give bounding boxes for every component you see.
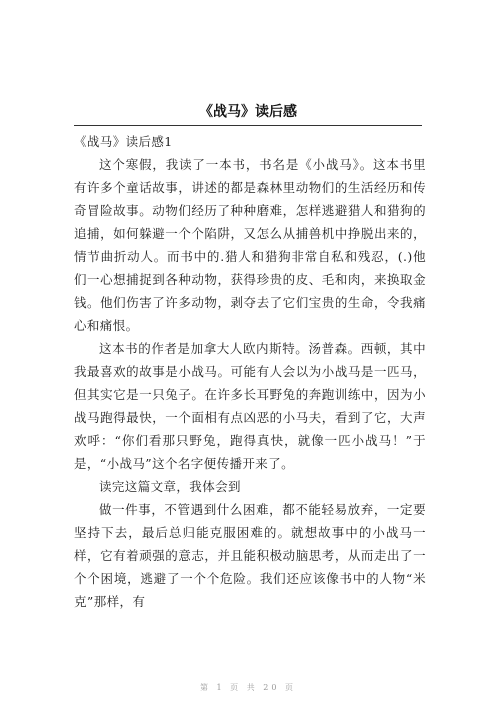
paragraph-3: 读完这篇文章，我体会到 (99, 479, 241, 494)
paragraph-2: 这本书的作者是加拿大人欧内斯特。汤普森。西顿，其中我最喜欢的故事是小战马。可能有人会以为小战马是一匹马，但其实它是一只兔子。在许多长耳野兔的奔跑训练中，因为小战马跑得最快，一个面相有点凶恶的小马夫，看到了它，大声欢呼：“你们看那只野兔，跑得真快，就像一匹小战马！”于是，“小战马”这个名字便传播开来了。 (74, 341, 426, 471)
paragraph-4: 做一件事，不管遇到什么困难，都不能轻易放弃，一定要坚持下去，最后总归能克服困难的。就想故事中的小战马一样，它有着顽强的意志，并且能积极动脑思考，从而走出了一个个困境，逃避了一个个危险。我们还应该像书中的人物“米克”那样，有 (74, 502, 426, 609)
document-body (74, 130, 426, 613)
title-divider (74, 125, 422, 126)
section-heading: 《战马》读后感1 (74, 134, 173, 149)
document-title: 《战马》读后感 (199, 104, 297, 120)
page-footer: 第 1 页 共 20 页 (200, 683, 296, 692)
paragraph-1: 这个寒假，我读了一本书，书名是《小战马》。这本书里有许多个童话故事，讲述的都是森林里动物们的生活经历和传奇冒险故事。动物们经历了种种磨难，怎样逃避猎人和猎狗的追捕，如何躲避一个个陷阱，又怎么从捕兽机中挣脱出来的，情节曲折动人。而书中的.猎人和猎狗非常自私和残忍，(.)他们一心想捕捉到各种动物，获得珍贵的皮、毛和肉，来换取金钱。他们伤害了许多动物，剥夺去了它们宝贵的生命，令我痛心和痛恨。 (74, 157, 426, 333)
